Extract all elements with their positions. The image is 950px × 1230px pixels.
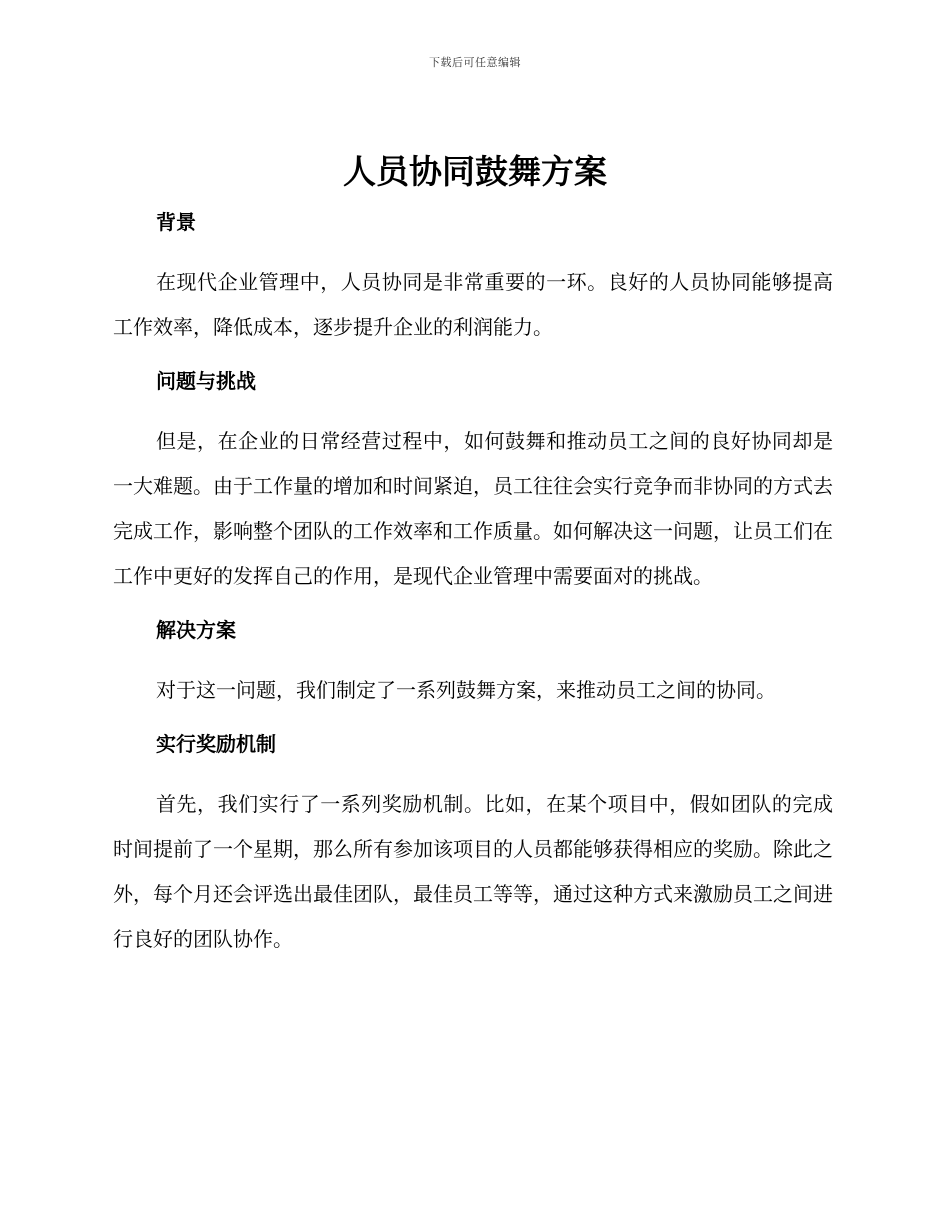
- header-note: 下载后可任意编辑: [429, 56, 521, 69]
- document-title: 人员协同鼓舞方案: [343, 152, 607, 191]
- section-background: [113, 204, 833, 350]
- section-heading: 背景: [156, 210, 196, 234]
- section-paragraph: 在现代企业管理中，人员协同是非常重要的一环。良好的人员协同能够提高工作效率，降低成本，逐步提升企业的利润能力。: [113, 270, 833, 339]
- section-problems-challenges: [113, 363, 833, 599]
- document-body: [113, 204, 833, 975]
- section-heading: 实行奖励机制: [156, 732, 276, 756]
- section-reward-mechanism: [113, 726, 833, 962]
- section-paragraph: 但是，在企业的日常经营过程中，如何鼓舞和推动员工之间的良好协同却是一大难题。由于工作量的增加和时间紧迫，员工往往会实行竞争而非协同的方式去完成工作，影响整个团队的工作效率和工作质量。如何解决这一问题，让员工们在工作中更好的发挥自己的作用，是现代企业管理中需要面对的挑战。: [113, 429, 833, 588]
- section-paragraph: 首先，我们实行了一系列奖励机制。比如，在某个项目中，假如团队的完成时间提前了一个星期，那么所有参加该项目的人员都能够获得相应的奖励。除此之外，每个月还会评选出最佳团队，最佳员工等等，通过这种方式来激励员工之间进行良好的团队协作。: [113, 792, 833, 951]
- section-heading: 解决方案: [156, 618, 236, 642]
- section-heading: 问题与挑战: [156, 369, 256, 393]
- section-paragraph: 对于这一问题，我们制定了一系列鼓舞方案，来推动员工之间的协同。: [156, 678, 776, 702]
- section-solution: [113, 612, 833, 713]
